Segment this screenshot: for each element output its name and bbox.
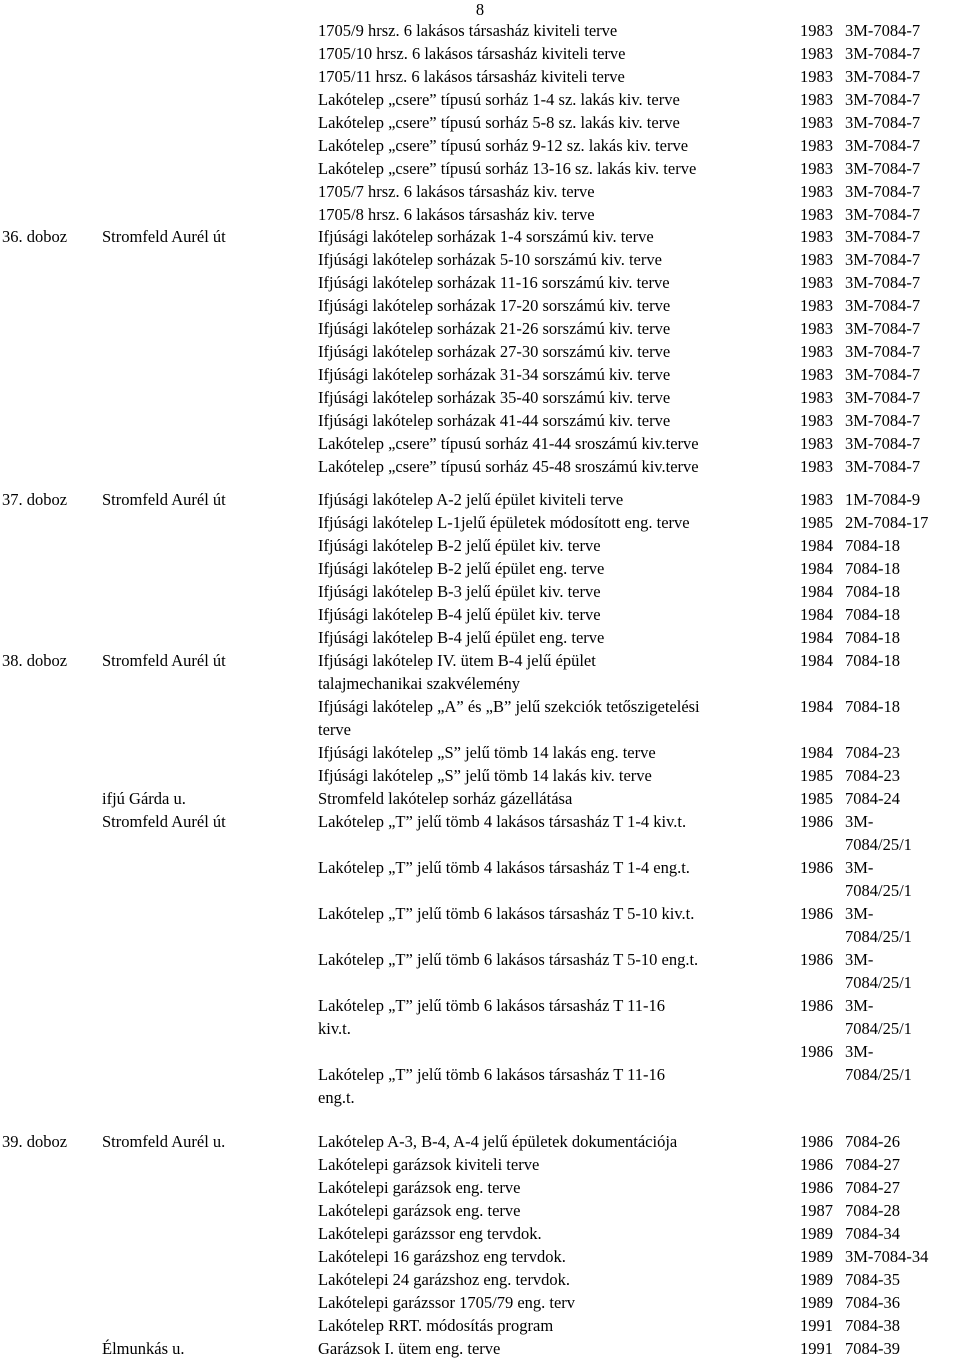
table-row [0, 135, 960, 157]
cell-year: 1986 [800, 1132, 833, 1151]
cell-year: 1986 [800, 950, 833, 969]
table-row [0, 995, 960, 1017]
cell-code: 7084/25/1 [845, 881, 912, 900]
cell-year: 1983 [800, 136, 833, 155]
cell-desc: Lakótelep „T” jelű tömb 6 lakásos társasház T 5-10 eng.t. [318, 950, 699, 969]
cell-year: 1985 [800, 513, 833, 532]
table-row [0, 1315, 960, 1337]
page-number: 8 [475, 0, 485, 19]
cell-code: 3M-7084-7 [845, 411, 921, 430]
cell-year: 1986 [800, 1155, 833, 1174]
cell-desc: Lakótelepi garázsok eng. terve [318, 1178, 521, 1197]
cell-code: 7084-18 [845, 628, 900, 647]
cell-desc: Ifjúsági lakótelep B-4 jelű épület kiv. terve [318, 605, 601, 624]
cell-year: 1984 [800, 582, 833, 601]
cell-box: 36. doboz [2, 227, 68, 246]
table-row [0, 1041, 960, 1063]
cell-year: 1985 [800, 766, 833, 785]
cell-year: 1983 [800, 273, 833, 292]
cell-code: 7084-27 [845, 1178, 900, 1197]
cell-code: 3M-7084-7 [845, 434, 921, 453]
cell-code: 7084-35 [845, 1270, 900, 1289]
table-row [0, 158, 960, 180]
cell-desc: Lakótelep „T” jelű tömb 6 lakásos társasház T 11-16 [318, 996, 666, 1015]
cell-year: 1986 [800, 996, 833, 1015]
cell-code: 3M-7084-7 [845, 67, 921, 86]
table-row [0, 834, 960, 856]
table-row [0, 857, 960, 879]
table-row [0, 410, 960, 432]
table-row [0, 318, 960, 340]
cell-desc: eng.t. [318, 1088, 355, 1107]
cell-desc: 1705/9 hrsz. 6 lakásos társasház kiviteli terve [318, 21, 618, 40]
cell-desc: Lakótelepi garázssor eng tervdok. [318, 1224, 542, 1243]
cell-year: 1983 [800, 365, 833, 384]
cell-desc: Ifjúsági lakótelep B-4 jelű épület eng. terve [318, 628, 605, 647]
cell-code: 7084/25/1 [845, 973, 912, 992]
cell-year: 1983 [800, 250, 833, 269]
cell-code: 3M-7084-7 [845, 365, 921, 384]
cell-code: 7084-24 [845, 789, 900, 808]
cell-code: 3M- [845, 812, 874, 831]
table-row [0, 535, 960, 557]
cell-code: 3M-7084-7 [845, 250, 921, 269]
table-row [0, 1246, 960, 1268]
cell-code: 3M-7084-7 [845, 457, 921, 476]
cell-desc: Lakótelepi garázsok kiviteli terve [318, 1155, 540, 1174]
cell-year: 1983 [800, 21, 833, 40]
cell-code: 7084/25/1 [845, 835, 912, 854]
cell-street: Stromfeld Aurél u. [102, 1132, 226, 1151]
cell-box: 39. doboz [2, 1132, 68, 1151]
cell-year: 1984 [800, 605, 833, 624]
cell-desc: Ifjúsági lakótelep „S” jelű tömb 14 lakás kiv. terve [318, 766, 652, 785]
cell-code: 7084/25/1 [845, 927, 912, 946]
cell-code: 3M- [845, 858, 874, 877]
table-row [0, 673, 960, 695]
cell-desc: Ifjúsági lakótelep sorházak 1-4 sorszámú kiv. terve [318, 227, 654, 246]
table-row [0, 604, 960, 626]
table-row [0, 719, 960, 741]
cell-year: 1983 [800, 205, 833, 224]
cell-year: 1984 [800, 697, 833, 716]
cell-code: 7084-39 [845, 1339, 900, 1358]
table-row [0, 226, 960, 248]
cell-year: 1983 [800, 113, 833, 132]
cell-desc: Ifjúsági lakótelep sorházak 11-16 sorszámú kiv. terve [318, 273, 670, 292]
cell-code: 3M-7084-7 [845, 388, 921, 407]
table-row [0, 341, 960, 363]
cell-desc: Ifjúsági lakótelep sorházak 17-20 sorszámú kiv. terve [318, 296, 671, 315]
cell-year: 1983 [800, 296, 833, 315]
cell-code: 3M-7084-7 [845, 113, 921, 132]
cell-desc: Ifjúsági lakótelep „A” és „B” jelű szekciók tetőszigetelési [318, 697, 700, 716]
cell-code: 3M-7084-7 [845, 205, 921, 224]
table-row [0, 204, 960, 226]
cell-code: 7084-34 [845, 1224, 900, 1243]
cell-year: 1983 [800, 67, 833, 86]
table-row [0, 512, 960, 534]
cell-code: 7084-26 [845, 1132, 900, 1151]
cell-street: Stromfeld Aurél út [102, 651, 226, 670]
cell-code: 2M-7084-17 [845, 513, 929, 532]
cell-year: 1983 [800, 159, 833, 178]
cell-code: 7084-28 [845, 1201, 900, 1220]
cell-code: 7084-18 [845, 605, 900, 624]
cell-year: 1983 [800, 182, 833, 201]
table-row [0, 650, 960, 672]
table-row [0, 1131, 960, 1153]
table-row [0, 696, 960, 718]
cell-year: 1984 [800, 559, 833, 578]
table-row [0, 456, 960, 478]
cell-desc: Ifjúsági lakótelep sorházak 27-30 sorszámú kiv. terve [318, 342, 671, 361]
cell-code: 3M-7084-7 [845, 227, 921, 246]
cell-year: 1984 [800, 536, 833, 555]
cell-desc: 1705/8 hrsz. 6 lakásos társasház kiv. terve [318, 205, 595, 224]
cell-code: 7084-23 [845, 766, 900, 785]
table-row [0, 272, 960, 294]
cell-desc: talajmechanikai szakvélemény [318, 674, 521, 693]
cell-year: 1983 [800, 44, 833, 63]
cell-code: 3M-7084-34 [845, 1247, 929, 1266]
cell-desc: Lakótelepi 16 garázshoz eng tervdok. [318, 1247, 566, 1266]
table-row [0, 112, 960, 134]
cell-year: 1989 [800, 1247, 833, 1266]
cell-desc: Ifjúsági lakótelep sorházak 41-44 sorszámú kiv. terve [318, 411, 671, 430]
cell-desc: kiv.t. [318, 1019, 351, 1038]
cell-year: 1983 [800, 319, 833, 338]
cell-desc: Ifjúsági lakótelep „S” jelű tömb 14 lakás eng. terve [318, 743, 656, 762]
cell-street: ifjú Gárda u. [102, 789, 186, 808]
cell-desc: Ifjúsági lakótelep sorházak 35-40 sorszámú kiv. terve [318, 388, 671, 407]
cell-code: 7084-18 [845, 536, 900, 555]
cell-code: 3M- [845, 996, 874, 1015]
table-row [0, 1064, 960, 1086]
table-row [0, 295, 960, 317]
cell-desc: Lakótelep „T” jelű tömb 4 lakásos társasház T 1-4 eng.t. [318, 858, 690, 877]
cell-desc: Lakótelep „csere” típusú sorház 9-12 sz. lakás kiv. terve [318, 136, 689, 155]
cell-year: 1985 [800, 789, 833, 808]
cell-code: 3M-7084-7 [845, 44, 921, 63]
cell-year: 1986 [800, 1042, 833, 1061]
table-row [0, 1338, 960, 1360]
cell-desc: Ifjúsági lakótelep sorházak 31-34 sorszámú kiv. terve [318, 365, 671, 384]
table-row [0, 43, 960, 65]
cell-desc: Lakótelep „T” jelű tömb 4 lakásos társasház T 1-4 kiv.t. [318, 812, 687, 831]
cell-box: 37. doboz [2, 490, 68, 509]
cell-desc: Ifjúsági lakótelep sorházak 21-26 sorszámú kiv. terve [318, 319, 671, 338]
table-row [0, 1087, 960, 1109]
table-row [0, 788, 960, 810]
table-row [0, 558, 960, 580]
table-row [0, 627, 960, 649]
cell-year: 1984 [800, 628, 833, 647]
cell-box: 38. doboz [2, 651, 68, 670]
table-row [0, 387, 960, 409]
cell-desc: Lakótelep „csere” típusú sorház 13-16 sz. lakás kiv. terve [318, 159, 697, 178]
cell-year: 1987 [800, 1201, 833, 1220]
cell-year: 1983 [800, 411, 833, 430]
cell-code: 3M- [845, 904, 874, 923]
cell-year: 1986 [800, 904, 833, 923]
cell-code: 3M-7084-7 [845, 273, 921, 292]
cell-code: 7084/25/1 [845, 1065, 912, 1084]
cell-street: Stromfeld Aurél út [102, 227, 226, 246]
cell-code: 7084-36 [845, 1293, 900, 1312]
cell-year: 1983 [800, 434, 833, 453]
cell-street: Stromfeld Aurél út [102, 490, 226, 509]
cell-year: 1984 [800, 743, 833, 762]
cell-code: 7084-18 [845, 651, 900, 670]
table-row [0, 972, 960, 994]
table-row [0, 433, 960, 455]
table-row [0, 1269, 960, 1291]
cell-desc: Lakótelep „csere” típusú sorház 1-4 sz. lakás kiv. terve [318, 90, 680, 109]
cell-desc: Lakótelep RRT. módosítás program [318, 1316, 554, 1335]
cell-desc: Lakótelep „T” jelű tömb 6 lakásos társasház T 5-10 kiv.t. [318, 904, 695, 923]
cell-desc: Lakótelep „csere” típusú sorház 45-48 sroszámú kiv.terve [318, 457, 699, 476]
cell-year: 1989 [800, 1270, 833, 1289]
cell-year: 1986 [800, 858, 833, 877]
cell-code: 3M- [845, 950, 874, 969]
cell-desc: Lakótelepi garázssor 1705/79 eng. terv [318, 1293, 576, 1312]
cell-desc: 1705/11 hrsz. 6 lakásos társasház kiviteli terve [318, 67, 625, 86]
table-row [0, 581, 960, 603]
cell-year: 1989 [800, 1293, 833, 1312]
table-row [0, 89, 960, 111]
cell-desc: Lakótelep „csere” típusú sorház 5-8 sz. lakás kiv. terve [318, 113, 680, 132]
cell-year: 1983 [800, 388, 833, 407]
table-row [0, 1018, 960, 1040]
cell-code: 7084-18 [845, 582, 900, 601]
cell-desc: 1705/10 hrsz. 6 lakásos társasház kiviteli terve [318, 44, 626, 63]
cell-desc: Ifjúsági lakótelep B-2 jelű épület eng. terve [318, 559, 605, 578]
cell-code: 3M-7084-7 [845, 342, 921, 361]
cell-desc: Ifjúsági lakótelep B-2 jelű épület kiv. terve [318, 536, 601, 555]
table-row [0, 949, 960, 971]
table-row [0, 926, 960, 948]
cell-code: 3M-7084-7 [845, 159, 921, 178]
table-row [0, 66, 960, 88]
table-row [0, 1200, 960, 1222]
cell-year: 1983 [800, 490, 833, 509]
cell-code: 7084-23 [845, 743, 900, 762]
table-row [0, 181, 960, 203]
cell-desc: Lakótelepi 24 garázshoz eng. tervdok. [318, 1270, 570, 1289]
cell-code: 7084-27 [845, 1155, 900, 1174]
cell-year: 1983 [800, 457, 833, 476]
cell-code: 3M-7084-7 [845, 21, 921, 40]
table-row [0, 1292, 960, 1314]
table-row [0, 742, 960, 764]
cell-desc: Lakótelep A-3, B-4, A-4 jelű épületek dokumentációja [318, 1132, 678, 1151]
cell-desc: Stromfeld lakótelep sorház gázellátása [318, 789, 573, 808]
cell-desc: Ifjúsági lakótelep IV. ütem B-4 jelű épület [318, 651, 596, 670]
cell-year: 1986 [800, 1178, 833, 1197]
table-row [0, 20, 960, 42]
table-row [0, 880, 960, 902]
cell-code: 3M-7084-7 [845, 296, 921, 315]
cell-code: 3M-7084-7 [845, 136, 921, 155]
table-row [0, 249, 960, 271]
cell-desc: 1705/7 hrsz. 6 lakásos társasház kiv. terve [318, 182, 595, 201]
cell-desc: Ifjúsági lakótelep B-3 jelű épület kiv. terve [318, 582, 601, 601]
table-row [0, 765, 960, 787]
cell-desc: Lakótelep „csere” típusú sorház 41-44 sroszámú kiv.terve [318, 434, 699, 453]
cell-desc: Ifjúsági lakótelep sorházak 5-10 sorszámú kiv. terve [318, 250, 662, 269]
table-row [0, 364, 960, 386]
table-row [0, 903, 960, 925]
cell-year: 1986 [800, 812, 833, 831]
cell-desc: Lakótelep „T” jelű tömb 6 lakásos társasház T 11-16 [318, 1065, 666, 1084]
cell-desc: Lakótelepi garázsok eng. terve [318, 1201, 521, 1220]
table-row [0, 811, 960, 833]
cell-street: Stromfeld Aurél út [102, 812, 226, 831]
cell-code: 3M-7084-7 [845, 182, 921, 201]
cell-year: 1983 [800, 342, 833, 361]
cell-year: 1991 [800, 1316, 833, 1335]
table-row [0, 489, 960, 511]
cell-desc: Ifjúsági lakótelep A-2 jelű épület kiviteli terve [318, 490, 624, 509]
cell-code: 3M-7084-7 [845, 319, 921, 338]
cell-desc: terve [318, 720, 351, 739]
cell-year: 1983 [800, 90, 833, 109]
cell-year: 1991 [800, 1339, 833, 1358]
table-row [0, 1223, 960, 1245]
cell-code: 1M-7084-9 [845, 490, 921, 509]
cell-code: 3M- [845, 1042, 874, 1061]
cell-code: 7084-18 [845, 559, 900, 578]
cell-desc: Garázsok I. ütem eng. terve [318, 1339, 501, 1358]
cell-year: 1989 [800, 1224, 833, 1243]
cell-code: 3M-7084-7 [845, 90, 921, 109]
table-row [0, 1177, 960, 1199]
cell-year: 1983 [800, 227, 833, 246]
table-row [0, 1154, 960, 1176]
cell-code: 7084-18 [845, 697, 900, 716]
cell-desc: Ifjúsági lakótelep L-1jelű épületek módosított eng. terve [318, 513, 690, 532]
cell-year: 1984 [800, 651, 833, 670]
cell-code: 7084-38 [845, 1316, 900, 1335]
cell-code: 7084/25/1 [845, 1019, 912, 1038]
cell-street: Élmunkás u. [102, 1339, 185, 1358]
